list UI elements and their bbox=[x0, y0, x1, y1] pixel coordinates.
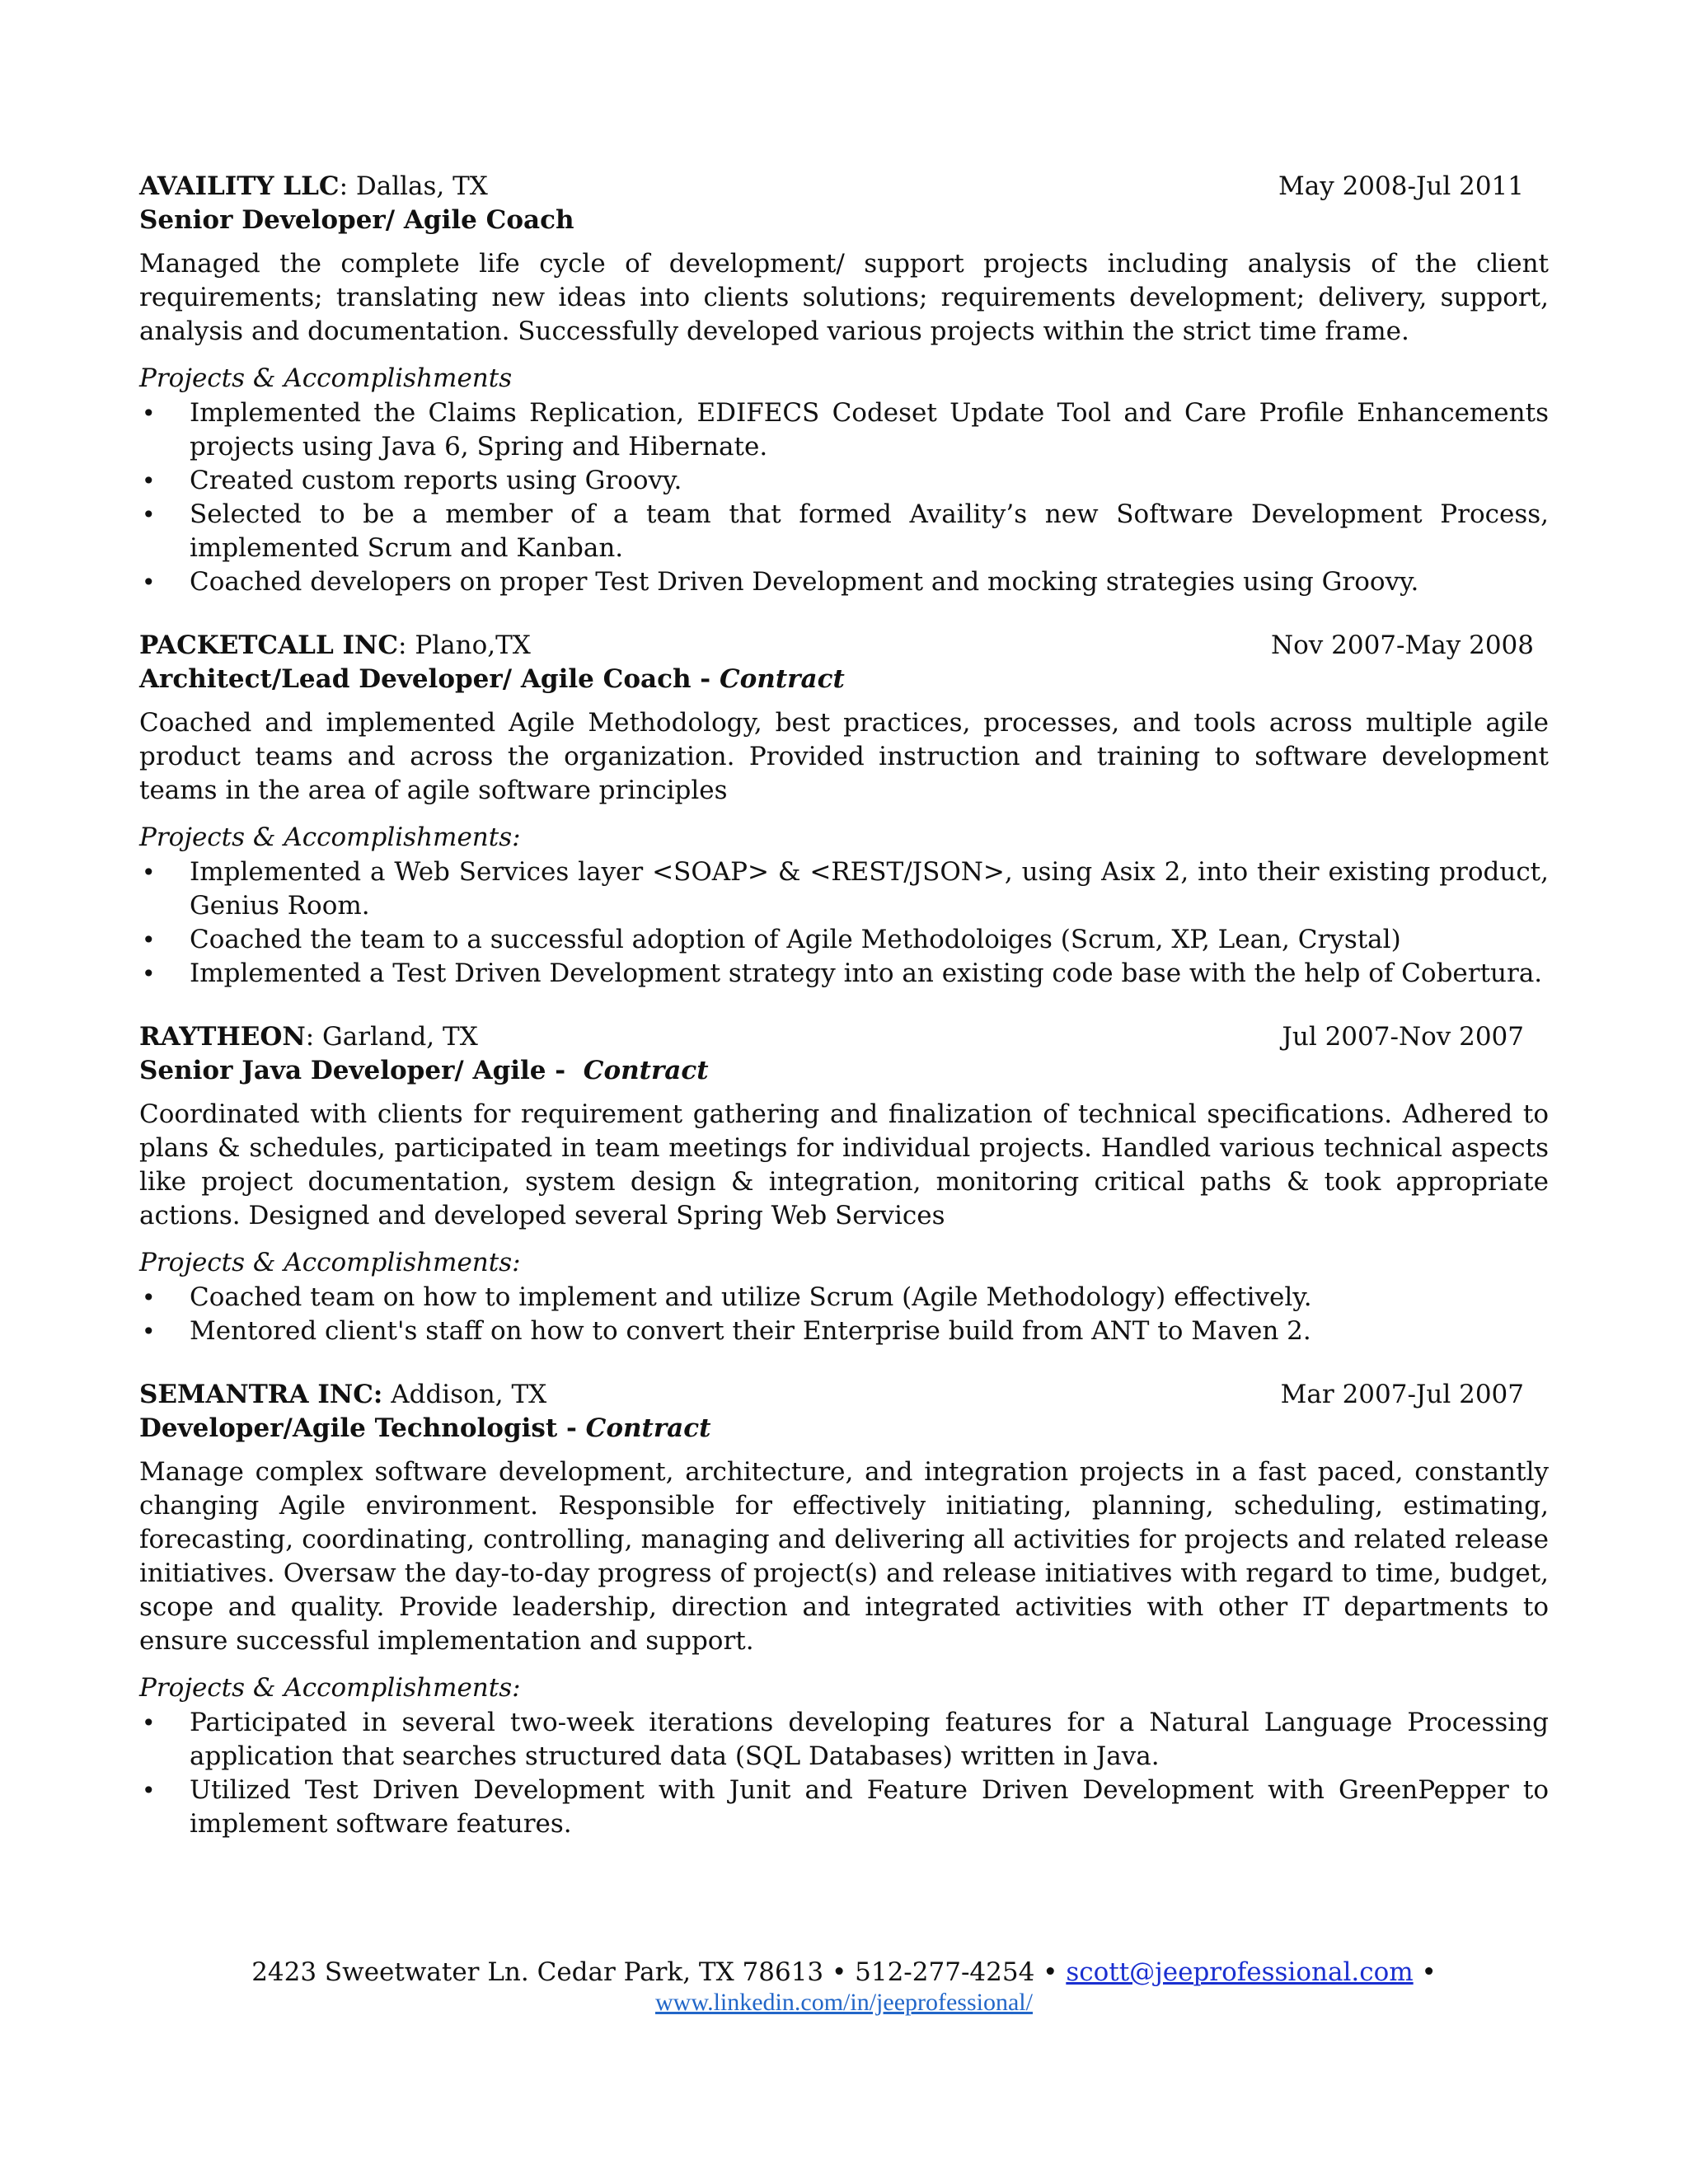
job-title-text: Senior Java Developer/ Agile - bbox=[139, 1056, 584, 1085]
job-title bbox=[139, 1054, 1549, 1088]
list-item bbox=[139, 1774, 1549, 1841]
job-entry-packetcall bbox=[139, 629, 1549, 991]
footer-separator: • bbox=[1413, 1957, 1437, 1987]
list-item-text: Implemented a Test Driven Development strategy into an existing code base with the help of Cobertura. bbox=[190, 958, 1543, 988]
footer-linkedin-line bbox=[0, 1990, 1688, 2016]
footer-contact-line bbox=[0, 1955, 1688, 1990]
list-item bbox=[139, 1315, 1549, 1348]
accomplishments-list bbox=[139, 1706, 1549, 1841]
bullet-icon: • bbox=[142, 859, 156, 886]
bullet-icon: • bbox=[142, 501, 156, 528]
list-item bbox=[139, 855, 1549, 923]
company-line bbox=[139, 629, 531, 663]
list-item-text: Selected to be a member of a team that formed Availity’s new Software Development Process, implemented Scrum and Kanban. bbox=[190, 499, 1549, 563]
company-name: RAYTHEON bbox=[139, 1022, 306, 1052]
email-link[interactable]: scott@jeeprofessional.com bbox=[1066, 1957, 1414, 1987]
company-name: AVAILITY LLC bbox=[139, 171, 340, 201]
list-item bbox=[139, 464, 1549, 498]
company-line bbox=[139, 170, 488, 204]
linkedin-link[interactable]: www.linkedin.com/in/jeeprofessional/ bbox=[655, 1989, 1033, 2016]
footer-address: 2423 Sweetwater Ln. Cedar Park, TX 78613 • 512-277-4254 • bbox=[251, 1957, 1067, 1987]
list-item bbox=[139, 923, 1549, 957]
company-location: : Dallas, TX bbox=[339, 171, 488, 201]
job-description: Coordinated with clients for requirement gathering and finalization of technical specifications. Adhered to plans & schedules, participated in team meetings for individual projects. Handled various technical aspects like project documentation, system design & integration, monitoring critical paths & took appropriate actions. Designed and developed several Spring Web Services bbox=[139, 1099, 1549, 1230]
job-entry-semantra bbox=[139, 1378, 1549, 1841]
job-title-kind: Contract bbox=[719, 664, 845, 694]
bullet-icon: • bbox=[142, 1709, 156, 1736]
bullet-icon: • bbox=[142, 960, 156, 987]
company-location: : Garland, TX bbox=[305, 1022, 478, 1052]
list-item-text: Created custom reports using Groovy. bbox=[190, 466, 682, 495]
bullet-icon: • bbox=[142, 1777, 156, 1804]
accomplishments-list bbox=[139, 396, 1549, 599]
bullet-icon: • bbox=[142, 400, 156, 427]
list-item-text: Implemented a Web Services layer <SOAP> & <REST/JSON>, using Asix 2, into their existing product, Genius Room. bbox=[190, 857, 1549, 921]
list-item-text: Coached team on how to implement and utilize Scrum (Agile Methodology) effectively. bbox=[190, 1282, 1312, 1312]
company-name: PACKETCALL INC bbox=[139, 630, 399, 660]
job-description: Coached and implemented Agile Methodology, best practices, processes, and tools across multiple agile product teams and across the organization. Provided instruction and training to software development teams in the area of agile software principles bbox=[139, 708, 1549, 805]
list-item bbox=[139, 1281, 1549, 1315]
list-item-text: Implemented the Claims Replication, EDIFECS Codeset Update Tool and Care Profile Enhancements projects using Java 6, Spring and Hibernate. bbox=[190, 398, 1549, 462]
company-name: SEMANTRA INC: bbox=[139, 1380, 383, 1409]
job-dates: May 2008-Jul 2011 bbox=[1278, 171, 1524, 201]
list-item bbox=[139, 957, 1549, 991]
company-line bbox=[139, 1378, 546, 1412]
projects-label: Projects & Accomplishments: bbox=[139, 823, 521, 852]
experience-section bbox=[139, 170, 1549, 1871]
projects-label: Projects & Accomplishments: bbox=[139, 1248, 521, 1277]
job-header bbox=[139, 170, 1549, 204]
list-item bbox=[139, 1706, 1549, 1774]
job-dates: Jul 2007-Nov 2007 bbox=[1282, 1022, 1524, 1052]
accomplishments-list bbox=[139, 855, 1549, 991]
company-location: Addison, TX bbox=[382, 1380, 547, 1409]
bullet-icon: • bbox=[142, 467, 156, 494]
job-dates: Mar 2007-Jul 2007 bbox=[1280, 1380, 1524, 1409]
job-dates: Nov 2007-May 2008 bbox=[1270, 630, 1534, 660]
job-title-text: Architect/Lead Developer/ Agile Coach - bbox=[139, 664, 720, 694]
bullet-icon: • bbox=[142, 1318, 156, 1345]
company-line bbox=[139, 1020, 478, 1054]
job-title bbox=[139, 204, 1549, 237]
job-entry-raytheon bbox=[139, 1020, 1549, 1348]
list-item-text: Coached the team to a successful adoption of Agile Methodoloiges (Scrum, XP, Lean, Crystal) bbox=[190, 925, 1401, 954]
projects-label: Projects & Accomplishments: bbox=[139, 1673, 521, 1703]
job-title bbox=[139, 663, 1549, 696]
list-item-text: Utilized Test Driven Development with Junit and Feature Driven Development with GreenPepper to implement software features. bbox=[190, 1775, 1549, 1839]
job-title-text: Developer/Agile Technologist - bbox=[139, 1413, 586, 1443]
contact-footer bbox=[0, 1955, 1688, 2016]
job-title-kind: Contract bbox=[585, 1413, 711, 1443]
accomplishments-list bbox=[139, 1281, 1549, 1348]
list-item bbox=[139, 396, 1549, 464]
list-item-text: Mentored client's staff on how to convert their Enterprise build from ANT to Maven 2. bbox=[190, 1316, 1311, 1346]
job-entry-availity bbox=[139, 170, 1549, 599]
bullet-icon: • bbox=[142, 569, 156, 596]
bullet-icon: • bbox=[142, 1284, 156, 1311]
job-title bbox=[139, 1412, 1549, 1446]
job-description: Manage complex software development, architecture, and integration projects in a fast paced, constantly changing Agile environment. Responsible for effectively initiating, planning, scheduling, estimating, forecasting, coordinating, controlling, managing and delivering all activities for projects and related release initiatives. Oversaw the day-to-day progress of project(s) and release initiatives with regard to time, budget, scope and quality. Provide leadership, direction and integrated activities with other IT departments to ensure successful implementation and support. bbox=[139, 1457, 1549, 1656]
job-header bbox=[139, 1020, 1549, 1054]
list-item-text: Coached developers on proper Test Driven Development and mocking strategies using Groovy. bbox=[190, 567, 1419, 597]
list-item bbox=[139, 498, 1549, 565]
job-title-kind: Contract bbox=[583, 1056, 709, 1085]
job-description: Managed the complete life cycle of development/ support projects including analysis of the client requirements; translating new ideas into clients solutions; requirements development; delivery, support, analysis and documentation. Successfully developed various projects within the strict time frame. bbox=[139, 249, 1549, 346]
list-item-text: Participated in several two-week iterations developing features for a Natural Language Processing application that searches structured data (SQL Databases) written in Java. bbox=[190, 1708, 1549, 1771]
job-header bbox=[139, 629, 1549, 663]
list-item bbox=[139, 565, 1549, 599]
job-title-text: Senior Developer/ Agile Coach bbox=[139, 205, 574, 235]
bullet-icon: • bbox=[142, 926, 156, 954]
job-header bbox=[139, 1378, 1549, 1412]
company-location: : Plano,TX bbox=[398, 630, 531, 660]
projects-label: Projects & Accomplishments bbox=[139, 363, 513, 393]
